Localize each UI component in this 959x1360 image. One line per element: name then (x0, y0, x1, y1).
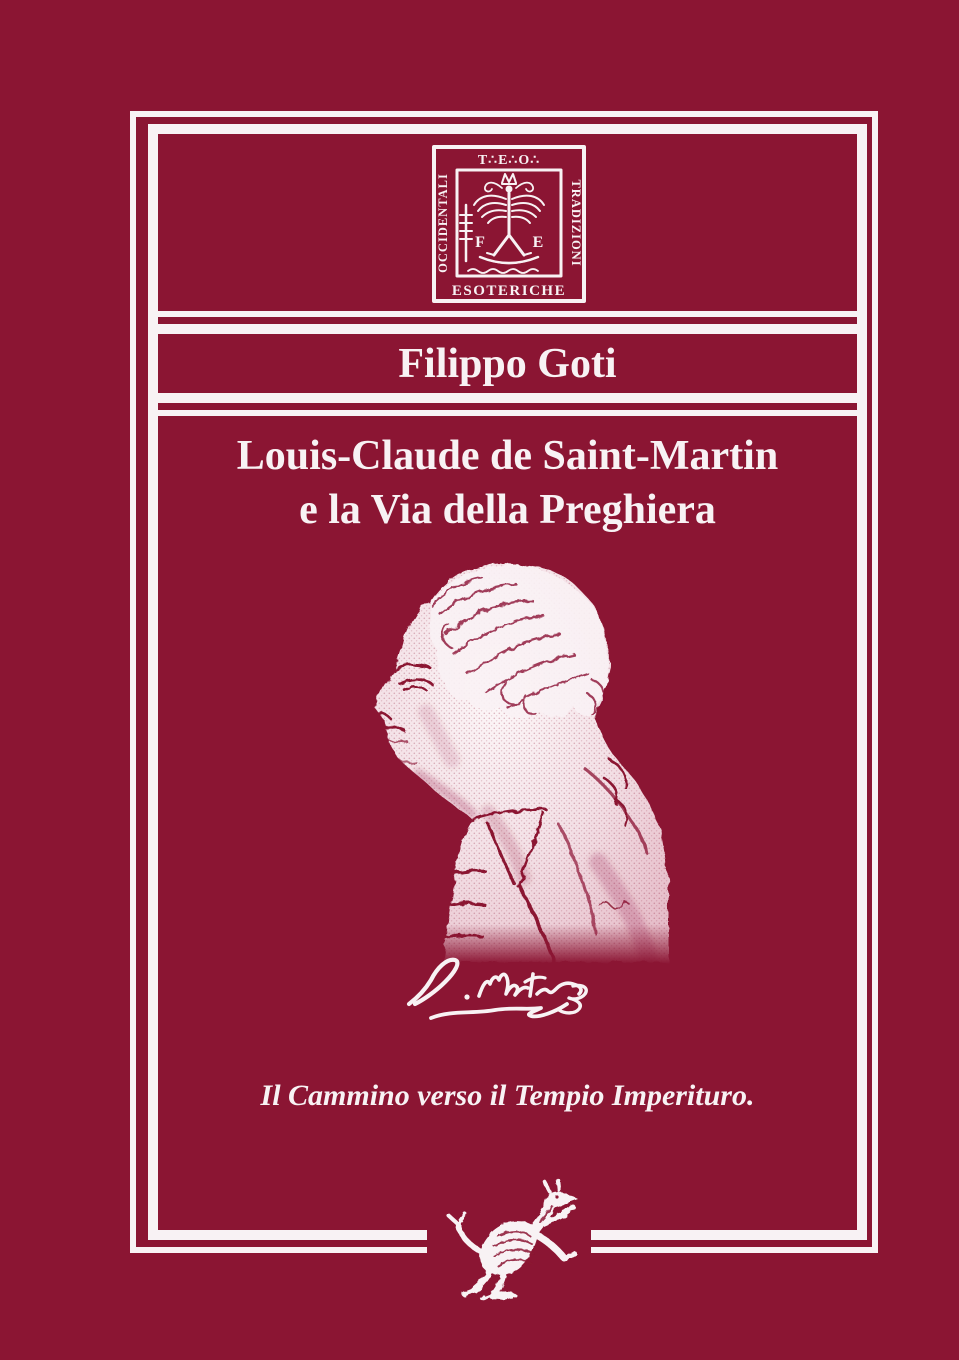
separator-rule-thick-top (148, 324, 867, 334)
publisher-logo-icon (429, 143, 589, 305)
logo-left-text: OCCIDENTALI (436, 173, 450, 273)
logo-acronym-text: T∴E∴O∴ (477, 153, 541, 168)
book-title-line-2: e la Via della Preghiera (299, 487, 716, 533)
logo-monogram-e: E (532, 234, 544, 251)
separator-rule-thin-top (148, 311, 867, 317)
book-subtitle: Il Cammino verso il Tempio Imperituro. (260, 1079, 755, 1112)
logo-right-text: TRADIZIONI (569, 179, 583, 267)
printers-device-beast (436, 1180, 592, 1304)
saint-martin-signature (403, 946, 623, 1031)
logo-monogram-f: F (475, 234, 485, 251)
publisher-logo (429, 143, 589, 305)
saint-martin-portrait (348, 562, 672, 962)
separator-rule-thick-bottom (148, 393, 867, 403)
author-name: Filippo Goti (398, 341, 617, 387)
separator-rule-thin-bottom (148, 410, 867, 416)
signature-image (403, 946, 623, 1031)
book-title-line-1: Louis-Claude de Saint-Martin (236, 433, 779, 479)
book-title (148, 429, 867, 537)
portrait-illustration (348, 562, 672, 962)
logo-bottom-text: ESOTERICHE (451, 283, 567, 299)
leaping-beast-icon (436, 1180, 592, 1304)
